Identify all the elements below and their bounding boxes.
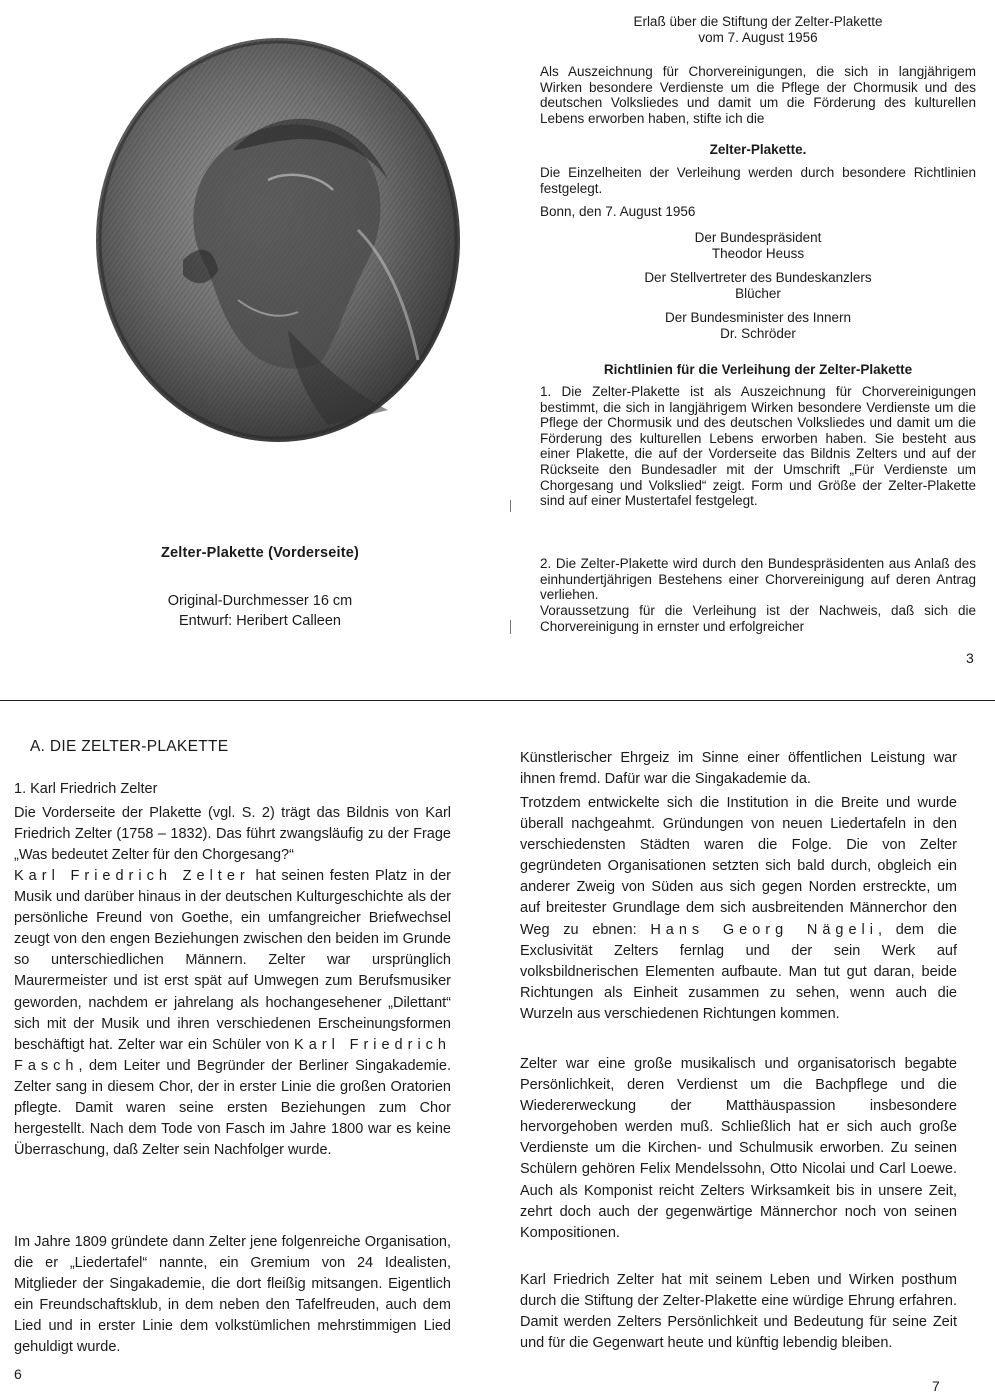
left-paragraph-3: Im Jahre 1809 gründete dann Zelter jene folgenreiche Organisation, die er „Liedertafel“ nannte, ein Gremium von 24 Idealisten, Mitglieder der Singakademie, die dort fleißig mitsangen. Eigentlich ein Freundschaftsklub, in dem neben den Tafelfreuden, auch dem Lied und in erster Linie dem volkstümlichen mehrstimmigen Lied gehuldigt wurde. [14, 1234, 451, 1356]
right-paragraph-2-text-a: Trotzdem entwickelte sich die Institution in die Breite und wurde überall nachgeahmt. Gründungen von neuen Liedertafeln in den verschiedensten Städten waren die Folge. Die von Zelter gegründeten Organisationen setzten sich bald durch, obgleich ein anderer Zweig von Süden aus sich gegen Norden erstreckte, um auf breitester Grundlage dem sich ausbreitenden Männerchor den Weg zu ebnen: [520, 795, 957, 938]
guideline-2: 2. Die Zelter-Plakette wird durch den Bundespräsidenten aus Anlaß des einhundertjährigen Bestehens einer Chorvereinigung auf deren Antrag verliehen. [540, 556, 976, 603]
left-paragraph-1: Die Vorderseite der Plakette (vgl. S. 2) trägt das Bildnis von Karl Friedrich Zelter (1758 – 1832). Das führt zwangsläufig zu der Frage „Was bedeutet Zelter für den Chorgesang?“ [14, 805, 451, 864]
medal-diameter: Original-Durchmesser 16 cm [167, 593, 353, 609]
zelter-medal-image [88, 30, 468, 450]
signature-interior-minister-name: Dr. Schröder [720, 325, 796, 341]
decree-date: vom 7. August 1956 [698, 29, 818, 45]
page-number-3: 3 [966, 650, 974, 666]
sub-heading: 1. Karl Friedrich Zelter [14, 781, 158, 797]
decree-title: Erlaß über die Stiftung der Zelter-Plakette [633, 14, 883, 29]
right-paragraph-2 [520, 793, 957, 1025]
decree-heading [540, 14, 976, 45]
spaced-name-fasch: Karl Friedrich Fasch [14, 1036, 451, 1074]
section-heading: A. DIE ZELTER-PLAKETTE [30, 738, 229, 755]
guideline-1: 1. Die Zelter-Plakette ist als Auszeichnung für Chorvereinigungen bestimmt, die sich in langjährigem Wirken besondere Verdienste um die Pflege der Chormusik und des deutschen Volksliedes und damit um die Förderung des kulturellen Lebens erworben haben. Sie besteht aus einer Plakette, die auf der Vorderseite das Bildnis Zelters und auf der Rückseite den Bundesadler mit der Umschrift „Für Verdienste um Chorgesang und Volkslied“ zeigt. Form und Größe der Zelter-Plakette sind auf einer Mustertafel festgelegt. [540, 384, 976, 509]
page-number-6: 6 [14, 1366, 22, 1382]
scan-mark [510, 500, 511, 512]
spaced-name-naegeli: Hans Georg Nägeli [650, 921, 878, 938]
signature-vice-chancellor [540, 270, 976, 301]
page-number-7: 7 [932, 1378, 940, 1394]
signature-president-name: Theodor Heuss [711, 245, 805, 261]
left-paragraph-2 [14, 866, 451, 1161]
decree-plakette-name: Zelter-Plakette. [709, 142, 807, 157]
signature-president-role: Der Bundespräsident [694, 230, 822, 245]
decree-intro: Als Auszeichnung für Chorvereinigungen, die sich in langjährigem Wirken besondere Verdienste um die Pflege der Chormusik und des deutschen Volksliedes und damit um die Förderung des kulturellen Lebens erworben haben, stifte ich die [540, 64, 976, 126]
left-paragraph-2-text-a: hat seinen festen Platz in der Musik und darüber hinaus in der deutschen Kulturgeschichte als der persönliche Freund von Goethe, ein umfangreicher Briefwechsel zeugt von den engen Beziehungen zwischen den beiden im Grunde so unterschiedlichen Männern. Zelter war ursprünglich Maurermeister und ist erst spät auf Umwegen zum Berufsmusiker geworden, nachdem er jahrelang als hochangesehener „Dilettant“ sich mit der Musik und ihren verschiedenen Erscheinungsformen beschäftigt hat. Zelter war ein Schüler von [14, 868, 451, 1053]
signature-president [540, 230, 976, 261]
page-divider [0, 700, 995, 701]
medal-designer: Entwurf: Heribert Calleen [179, 613, 341, 629]
scan-mark [510, 620, 511, 634]
right-paragraph-4: Karl Friedrich Zelter hat mit seinem Leben und Wirken posthum durch die Stiftung der Zelter-Plakette eine würdige Ehrung erfahren. Damit werden Zelters Persönlichkeit und Bedeutung für seine Zeit und für die Gegenwart heute und künftig lebendig bleiben. [520, 1272, 957, 1352]
right-paragraph-1: Künstlerischer Ehrgeiz im Sinne einer öffentlichen Leistung war ihnen fremd. Dafür war die Singakademie da. [520, 750, 957, 788]
medal-caption-title: Zelter-Plakette (Vorderseite) [160, 545, 360, 561]
decree-details: Die Einzelheiten der Verleihung werden durch besondere Richtlinien festgelegt. [540, 165, 976, 196]
signature-vice-chancellor-role: Der Stellvertreter des Bundeskanzlers [644, 270, 872, 285]
decree-place-date: Bonn, den 7. August 1956 [540, 204, 696, 219]
signature-interior-minister-role: Der Bundesminister des Innern [664, 310, 852, 325]
medal-caption-details [110, 591, 410, 631]
right-paragraph-2-text-b: , dem die Exclusivität Zelters fernlag und der sein Werk auf volksbildnerischen Elementen aufbaute. Man tut gut daran, beide Richtungen als Einheit zusammen zu sehen, wenn auch die Wurzeln aus verschiedenen Richtungen kommen. [520, 921, 957, 1022]
signature-vice-chancellor-name: Blücher [735, 285, 781, 301]
left-paragraph-2-text-b: , dem Leiter und Begründer der Berliner Singakademie. Zelter sang in diesem Chor, der in erster Linie die großen Oratorien pflegte. Damit waren seine ersten Beziehungen zum Chor hergestellt. Nach dem Tode von Fasch im Jahre 1800 war es keine Überraschung, daß Zelter sein Nachfolger wurde. [14, 1057, 451, 1159]
spaced-name-zelter: Karl Friedrich Zelter [14, 868, 250, 884]
signature-interior-minister [540, 310, 976, 341]
guidelines-title: Richtlinien für die Verleihung der Zelter-Plakette [603, 362, 913, 377]
guideline-2-continued: Voraussetzung für die Verleihung ist der Nachweis, daß sich die Chorvereinigung in ernster und erfolgreicher [540, 603, 976, 634]
right-paragraph-3: Zelter war eine große musikalisch und organisatorisch begabte Persönlichkeit, deren Verdienst um die Bachpflege und die Wiedererweckung der Matthäuspassion insbesondere hervorgehoben werden muß. Schließlich hat er sich auch große Verdienste um die Kirchen- und Schulmusik erworben. Zu seinen Schülern gehören Felix Mendelssohn, Otto Nicolai und Carl Loewe. Auch als Komponist reicht Zelters Wirksamkeit bis in unsere Zeit, zehrt doch auch der gegenwärtige Männerchor noch von seinen Kompositionen. [520, 1056, 957, 1241]
